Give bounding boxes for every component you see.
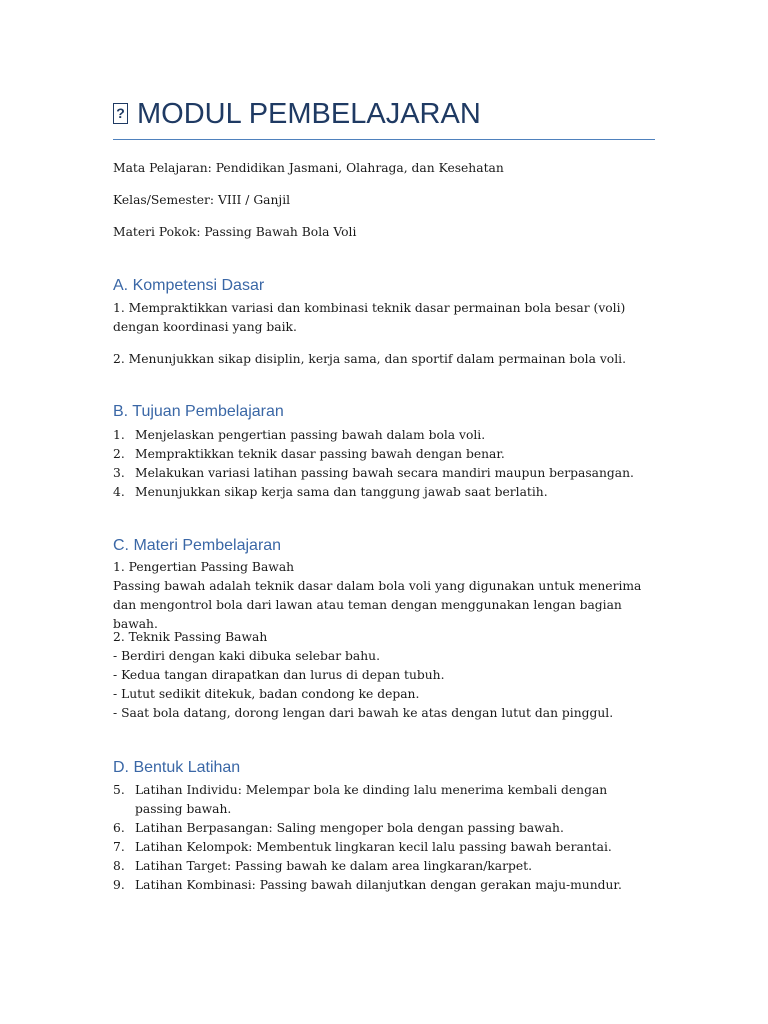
list-item: 1. Menjelaskan pengertian passing bawah dalam bola voli.	[113, 428, 486, 442]
list-item: 3. Melakukan variasi latihan passing bawah secara mandiri maupun berpasangan.	[113, 466, 634, 480]
list-item: 8. Latihan Target: Passing bawah ke dalam area lingkaran/karpet.	[113, 859, 533, 873]
section-d-heading: D. Bentuk Latihan	[113, 759, 241, 776]
definition-paragraph: Passing bawah adalah teknik dasar dalam bola voli yang digunakan untuk menerima dan mengontrol bola dari lawan atau teman dengan menggunakan lengan bagian bawah.	[113, 579, 642, 631]
subject-line: Mata Pelajaran: Pendidikan Jasmani, Olahraga, dan Kesehatan	[113, 161, 504, 175]
list-item: 7. Latihan Kelompok: Membentuk lingkaran kecil lalu passing bawah berantai.	[113, 840, 612, 854]
list-item: 6. Latihan Berpasangan: Saling mengoper bola dengan passing bawah.	[113, 821, 564, 835]
list-item: 2. Mempraktikkan teknik dasar passing bawah dengan benar.	[113, 447, 505, 461]
subsection-technique-title: 2. Teknik Passing Bawah	[113, 630, 268, 644]
section-a-paragraph-1: 1. Mempraktikkan variasi dan kombinasi teknik dasar permainan bola besar (voli) dengan koordinasi yang baik.	[113, 301, 626, 334]
topic-line: Materi Pokok: Passing Bawah Bola Voli	[113, 225, 357, 239]
technique-step: - Kedua tangan dirapatkan dan lurus di depan tubuh.	[113, 668, 445, 682]
list-item: 9. Latihan Kombinasi: Passing bawah dilanjutkan dengan gerakan maju-mundur.	[113, 878, 622, 892]
technique-step: - Berdiri dengan kaki dibuka selebar bahu.	[113, 649, 380, 663]
objectives-list	[113, 426, 653, 502]
list-item: 4. Menunjukkan sikap kerja sama dan tanggung jawab saat berlatih.	[113, 485, 548, 499]
title-underline	[113, 139, 655, 140]
technique-step: - Saat bola datang, dorong lengan dari bawah ke atas dengan lutut dan pinggul.	[113, 706, 614, 720]
title-text: MODUL PEMBELAJARAN	[137, 98, 481, 130]
technique-step: - Lutut sedikit ditekuk, badan condong ke depan.	[113, 687, 420, 701]
exercises-list	[113, 781, 653, 895]
section-a-heading: A. Kompetensi Dasar	[113, 277, 265, 294]
class-semester-line: Kelas/Semester: VIII / Ganjil	[113, 193, 291, 207]
document-title	[113, 94, 655, 134]
section-c-heading: C. Materi Pembelajaran	[113, 537, 282, 554]
section-b-heading: B. Tujuan Pembelajaran	[113, 403, 284, 420]
missing-glyph-icon: ?	[113, 103, 128, 124]
subsection-definition-title: 1. Pengertian Passing Bawah	[113, 560, 295, 574]
section-a-paragraph-2: 2. Menunjukkan sikap disiplin, kerja sama, dan sportif dalam permainan bola voli.	[113, 352, 626, 366]
list-item: 5. Latihan Individu: Melempar bola ke dinding lalu menerima kembali dengan passing bawah.	[113, 783, 608, 816]
